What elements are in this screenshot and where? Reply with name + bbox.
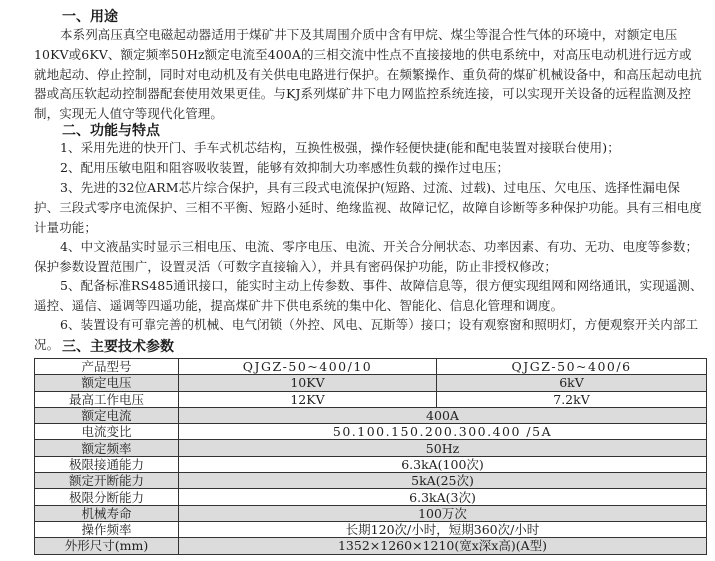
spec-label: 电流变比 (35, 424, 179, 440)
spec-label: 额定电流 (35, 407, 179, 423)
spec-value: 50Hz (179, 440, 707, 456)
spec-value: 50.100.150.200.300.400 /5A (179, 424, 707, 440)
spec-row-limit-breaking (35, 489, 707, 505)
spec-label: 额定开断能力 (35, 473, 179, 489)
spec-row-making-capacity (35, 456, 707, 472)
section-title-specs: 三、主要技术参数 (62, 339, 174, 355)
spec-value: 100万次 (179, 505, 707, 521)
feature-item-3: 3、先进的32位ARM芯片综合保护，具有三段式电流保护(短路、过流、过载)、过电压、欠电压、选择性漏电保护、三段式零序电流保护、三相不平衡、短路小延时、绝缘监视、故障记忆，故障自诊断等多种保护功能。具有三相电度计量功能； (34, 180, 702, 235)
spec-label: 最高工作电压 (35, 391, 179, 407)
feature-item-1: 1、采用先进的快开门、手车式机芯结构，互换性极强，操作轻便快捷(能和配电装置对接联台使用)； (60, 140, 620, 155)
spec-value-10kv: 12KV (179, 391, 437, 407)
spec-row-rated-current (35, 407, 707, 423)
spec-row-max-voltage (35, 391, 707, 407)
spec-value-6kv: 6kV (437, 375, 707, 391)
spec-label: 操作频率 (35, 521, 179, 537)
usage-paragraph: 本系列高压真空电磁起动器适用于煤矿井下及其周围介质中含有甲烷、煤尘等混合性气体的环境中，对额定电压10KV或6KV、额定频率50Hz额定电流至400A的三相交流中性点不直接接地的供电系统中，对高压电动机进行远方或就地起动、停止控制，同时对电动机及有关供电电路进行保护。在频繁操作、重负荷的煤矿机械设备中，和高压起动电抗器或高压软起动控制器配套使用效果更佳。与KJ系列煤矿井下电力网监控系统连接，可以实现开关设备的远程监测及控制，实现无人值守等现代化管理。 (34, 27, 702, 122)
spec-value: 1352×1260×1210(宽x深x高)(A型) (179, 538, 707, 554)
spec-label: 外形尺寸(mm) (35, 538, 179, 554)
spec-value-10kv: QJGZ-50~400/10 (179, 359, 437, 375)
spec-value: 6.3kA(3次) (179, 489, 707, 505)
feature-item-4: 4、中文液晶实时显示三相电压、电流、零序电压、电流、开关合分闸状态、功率因素、有功、无功、电度等参数；保护参数设置范围广，设置灵活（可数字直接输入），并具有密码保护功能，防止非授权修改； (34, 239, 699, 274)
spec-value: 400A (179, 407, 707, 423)
spec-row-rated-voltage (35, 375, 707, 391)
spec-label: 极限分断能力 (35, 489, 179, 505)
spec-row-dimensions (35, 538, 707, 554)
spec-value-6kv: 7.2kV (437, 391, 707, 407)
feature-item-6: 6、装置设有可靠完善的机械、电气闭锁（外控、风电、瓦斯等）接口；设有观察窗和照明灯，方便观察开关内部工况。 (34, 317, 699, 352)
spec-row-mechanical-life (35, 505, 707, 521)
spec-value-6kv: QJGZ-50~400/6 (437, 359, 707, 375)
spec-value: 长期120次/小时，短期360次/小时 (179, 521, 707, 537)
spec-label: 额定频率 (35, 440, 179, 456)
spec-row-frequency (35, 440, 707, 456)
spec-row-breaking-capacity (35, 473, 707, 489)
spec-label: 额定电压 (35, 375, 179, 391)
spec-row-model (35, 359, 707, 375)
spec-row-current-ratio (35, 424, 707, 440)
feature-item-2: 2、配用压敏电阻和阻容吸收装置，能够有效抑制大功率感性负载的操作过电压； (60, 160, 510, 175)
spec-value: 6.3kA(100次) (179, 456, 707, 472)
spec-label: 机械寿命 (35, 505, 179, 521)
spec-table (34, 358, 707, 555)
spec-row-operation-frequency (35, 521, 707, 537)
section-title-features: 二、功能与特点 (62, 123, 160, 139)
section-title-usage: 一、用途 (62, 9, 118, 25)
spec-value: 5kA(25次) (179, 473, 707, 489)
spec-label: 极限接通能力 (35, 456, 179, 472)
spec-label: 产品型号 (35, 359, 179, 375)
spec-value-10kv: 10KV (179, 375, 437, 391)
feature-item-5: 5、配备标准RS485通讯接口，能实时主动上传参数、事件、故障信息等，很方便实现组网和网络通讯，实现遥测、遥控、遥信、遥调等四遥功能，提高煤矿井下供电系统的集中化、智能化、信息化管理和调度。 (34, 278, 703, 313)
